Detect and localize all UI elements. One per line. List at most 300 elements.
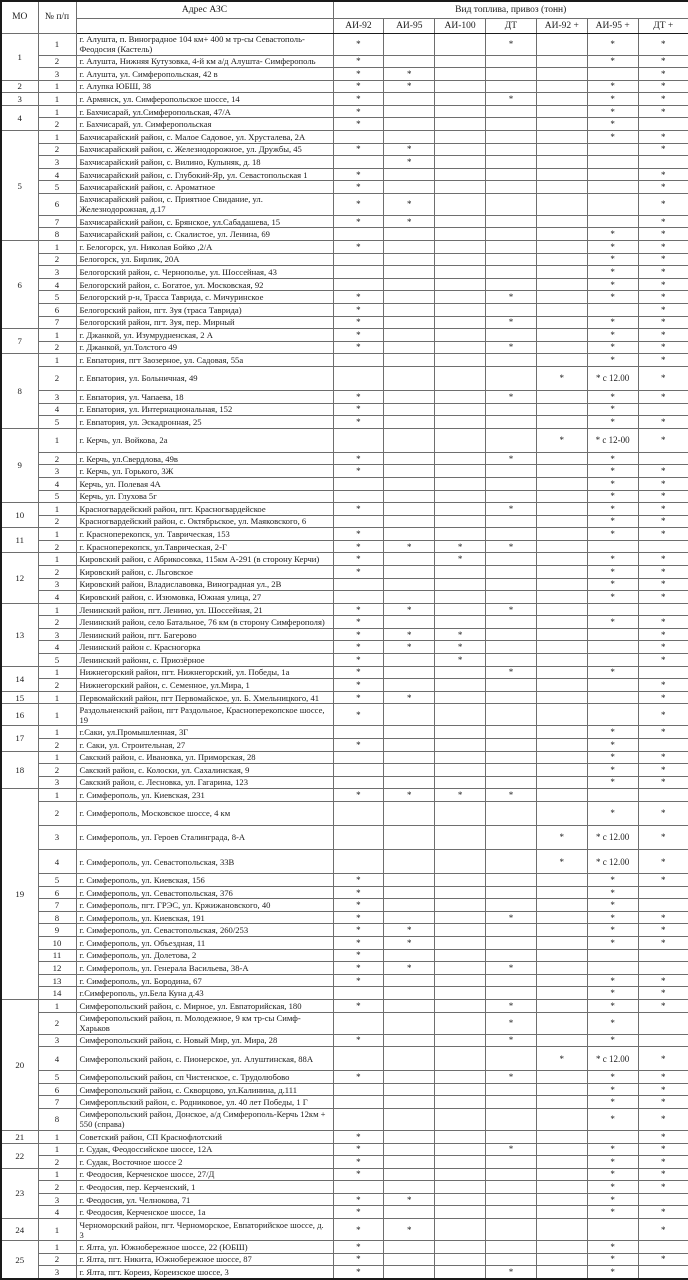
fuel-mark-cell: * <box>333 1168 384 1181</box>
fuel-mark-cell: * <box>638 641 688 654</box>
fuel-mark-cell <box>486 949 537 962</box>
fuel-mark-cell: * <box>638 181 688 194</box>
fuel-mark-cell <box>384 825 435 849</box>
fuel-mark-cell: * <box>638 974 688 987</box>
fuel-mark-cell: * <box>587 329 638 342</box>
table-row <box>1 143 688 156</box>
fuel-mark-cell <box>435 591 486 604</box>
row-num-cell: 10 <box>38 937 76 950</box>
fuel-mark-cell <box>384 850 435 874</box>
fuel-mark-cell: * <box>333 924 384 937</box>
fuel-mark-cell <box>486 1241 537 1254</box>
address-cell: г. Красноперекопск, ул.Таврическая, 2-Г <box>76 540 333 553</box>
address-cell: г. Алушта, п. Виноградное 104 км+ 400 м тр-сы Севастополь-Феодосия (Кастель) <box>76 33 333 55</box>
fuel-mark-cell: * <box>587 118 638 131</box>
fuel-mark-cell <box>638 1193 688 1206</box>
table-row <box>1 303 688 316</box>
fuel-mark-cell <box>638 886 688 899</box>
fuel-mark-cell <box>486 1108 537 1130</box>
fuel-mark-cell: * <box>587 616 638 629</box>
mo-cell: 13 <box>1 603 38 666</box>
fuel-mark-cell <box>536 801 587 825</box>
fuel-mark-cell <box>486 565 537 578</box>
fuel-mark-cell <box>435 528 486 541</box>
table-row <box>1 93 688 106</box>
fuel-mark-cell: * <box>638 924 688 937</box>
fuel-mark-cell <box>536 654 587 667</box>
fuel-mark-cell <box>435 118 486 131</box>
address-cell: г. Евпатория, пгт Заозерное, ул. Садовая, 55а <box>76 354 333 367</box>
fuel-mark-cell <box>384 654 435 667</box>
fuel-mark-cell: * <box>333 738 384 751</box>
row-num-cell: 2 <box>38 1012 76 1034</box>
fuel-mark-cell <box>435 874 486 887</box>
table-row <box>1 528 688 541</box>
row-num-cell: 4 <box>38 850 76 874</box>
table-row <box>1 215 688 228</box>
fuel-mark-cell <box>333 354 384 367</box>
row-num-cell: 13 <box>38 974 76 987</box>
fuel-mark-cell <box>384 666 435 679</box>
fuel-mark-cell <box>536 591 587 604</box>
fuel-mark-cell <box>435 801 486 825</box>
row-num-cell: 3 <box>38 390 76 403</box>
row-num-cell: 5 <box>38 181 76 194</box>
fuel-mark-cell: * <box>587 738 638 751</box>
fuel-mark-cell: * <box>384 68 435 81</box>
row-num-cell: 1 <box>38 130 76 143</box>
fuel-mark-cell: * <box>486 316 537 329</box>
fuel-mark-cell <box>486 366 537 390</box>
fuel-mark-cell <box>536 477 587 490</box>
fuel-mark-cell <box>435 168 486 181</box>
fuel-mark-cell <box>536 130 587 143</box>
address-cell: г. Бахчисарай, ул.Симферопольская, 47/А <box>76 105 333 118</box>
row-num-cell: 4 <box>38 168 76 181</box>
fuel-mark-cell: * <box>587 228 638 241</box>
address-cell: г. Евпатория, ул. Больничная, 49 <box>76 366 333 390</box>
fuel-mark-cell <box>435 316 486 329</box>
table-row <box>1 1156 688 1169</box>
fuel-mark-cell <box>384 266 435 279</box>
fuel-mark-cell <box>384 181 435 194</box>
row-num-cell: 5 <box>38 490 76 503</box>
address-cell: г. Симферополь, пгт. ГРЭС, ул. Кржижановского, 40 <box>76 899 333 912</box>
fuel-mark-cell <box>384 228 435 241</box>
address-cell: г. Алушта, Нижняя Кутузовка, 4-й км а/д Алушта- Симферополь <box>76 55 333 68</box>
fuel-mark-cell: * <box>486 33 537 55</box>
fuel-mark-cell <box>435 937 486 950</box>
address-cell: г. Симферополь, ул. Севастопольская, 260/253 <box>76 924 333 937</box>
row-num-cell: 2 <box>38 565 76 578</box>
fuel-mark-cell <box>435 266 486 279</box>
fuel-mark-cell <box>435 354 486 367</box>
address-cell: г. Керчь, ул. Горького, 3Ж <box>76 465 333 478</box>
fuel-mark-cell: * <box>638 278 688 291</box>
fuel-mark-cell <box>536 278 587 291</box>
table-row <box>1 1193 688 1206</box>
table-row <box>1 156 688 169</box>
fuel-mark-cell <box>435 215 486 228</box>
fuel-mark-cell <box>486 1253 537 1266</box>
fuel-mark-cell <box>536 738 587 751</box>
fuel-mark-cell <box>587 679 638 692</box>
address-cell: г. Джанкой, ул.Толстого 49 <box>76 341 333 354</box>
fuel-mark-cell <box>536 949 587 962</box>
fuel-mark-cell <box>333 850 384 874</box>
table-row <box>1 33 688 55</box>
fuel-mark-cell: * <box>587 528 638 541</box>
fuel-mark-cell: * <box>486 1034 537 1047</box>
fuel-mark-cell <box>333 278 384 291</box>
fuel-mark-cell <box>384 1130 435 1143</box>
fuel-mark-cell: * <box>638 366 688 390</box>
fuel-mark-cell: * <box>587 33 638 55</box>
fuel-mark-cell <box>384 354 435 367</box>
fuel-mark-cell <box>435 825 486 849</box>
table-row <box>1 1253 688 1266</box>
fuel-mark-cell <box>536 528 587 541</box>
fuel-mark-cell: * <box>333 949 384 962</box>
fuel-mark-cell: * <box>333 465 384 478</box>
mo-cell: 11 <box>1 528 38 553</box>
row-num-cell: 1 <box>38 428 76 452</box>
fuel-mark-cell: * <box>486 452 537 465</box>
fuel-mark-cell: * <box>333 1206 384 1219</box>
fuel-mark-cell <box>536 403 587 416</box>
row-num-cell: 1 <box>38 1143 76 1156</box>
fuel-mark-cell <box>435 886 486 899</box>
fuel-mark-cell <box>536 1219 587 1241</box>
row-num-cell: 2 <box>38 679 76 692</box>
fuel-mark-cell <box>536 1193 587 1206</box>
row-num-cell: 1 <box>38 999 76 1012</box>
fuel-mark-cell <box>536 628 587 641</box>
row-num-cell: 2 <box>38 143 76 156</box>
header-ai95: АИ-95 <box>384 18 435 33</box>
fuel-mark-cell <box>435 751 486 764</box>
fuel-mark-cell <box>333 515 384 528</box>
fuel-mark-cell: * <box>638 329 688 342</box>
fuel-mark-cell <box>333 1181 384 1194</box>
fuel-mark-cell: * <box>638 168 688 181</box>
fuel-mark-cell: * <box>638 764 688 777</box>
fuel-mark-cell: * <box>587 316 638 329</box>
fuel-mark-cell <box>536 80 587 93</box>
fuel-mark-cell: * <box>333 452 384 465</box>
address-cell: Белогорский район, пгт. Зуя, пер. Мирный <box>76 316 333 329</box>
fuel-mark-cell <box>536 390 587 403</box>
fuel-mark-cell <box>486 215 537 228</box>
table-row <box>1 850 688 874</box>
row-num-cell: 3 <box>38 1193 76 1206</box>
fuel-mark-cell <box>536 776 587 789</box>
address-cell: г. Красноперекопск, ул. Таврическая, 153 <box>76 528 333 541</box>
mo-cell: 17 <box>1 726 38 751</box>
mo-cell: 4 <box>1 105 38 130</box>
address-cell: г. Симферополь, ул. Героев Сталинграда, 8-А <box>76 825 333 849</box>
fuel-mark-cell: * <box>638 130 688 143</box>
header-address-spacer <box>76 18 333 33</box>
fuel-mark-cell: * <box>333 962 384 975</box>
fuel-mark-cell: * <box>638 825 688 849</box>
table-row <box>1 641 688 654</box>
fuel-mark-cell <box>333 477 384 490</box>
fuel-mark-cell: * <box>333 679 384 692</box>
fuel-mark-cell <box>435 291 486 304</box>
fuel-mark-cell <box>536 316 587 329</box>
header-dt: ДТ <box>486 18 537 33</box>
fuel-mark-cell: * <box>587 93 638 106</box>
table-row <box>1 666 688 679</box>
fuel-mark-cell: * <box>638 751 688 764</box>
row-num-cell: 5 <box>38 291 76 304</box>
fuel-mark-cell <box>435 1047 486 1071</box>
row-num-cell: 4 <box>38 278 76 291</box>
fuel-mark-cell: * <box>638 578 688 591</box>
address-cell: г. Ялта, пгт. Кореиз, Кореизское шоссе, 3 <box>76 1266 333 1279</box>
fuel-mark-cell: * <box>587 130 638 143</box>
fuel-mark-cell: * с 12.00 <box>587 1047 638 1071</box>
fuel-mark-cell <box>435 181 486 194</box>
fuel-mark-cell <box>384 987 435 1000</box>
row-num-cell: 1 <box>38 33 76 55</box>
fuel-mark-cell <box>587 789 638 802</box>
fuel-mark-cell <box>384 1083 435 1096</box>
fuel-mark-cell: * <box>486 93 537 106</box>
fuel-mark-cell <box>486 303 537 316</box>
fuel-mark-cell <box>486 850 537 874</box>
fuel-mark-cell <box>587 168 638 181</box>
address-cell: г. Симферополь, ул. Объездная, 11 <box>76 937 333 950</box>
table-row <box>1 825 688 849</box>
fuel-mark-cell: * <box>486 999 537 1012</box>
address-cell: г. Феодосия, пер. Керченский, 1 <box>76 1181 333 1194</box>
fuel-mark-cell <box>384 974 435 987</box>
fuel-mark-cell <box>536 1034 587 1047</box>
table-row <box>1 937 688 950</box>
fuel-mark-cell <box>536 751 587 764</box>
fuel-mark-cell: * <box>333 1143 384 1156</box>
row-num-cell: 1 <box>38 503 76 516</box>
fuel-mark-cell: * с 12.00 <box>587 366 638 390</box>
fuel-mark-cell <box>486 156 537 169</box>
address-cell: Ленинский район, пгт. Ленино, ул. Шоссейная, 21 <box>76 603 333 616</box>
fuel-mark-cell: * <box>587 751 638 764</box>
fuel-mark-cell: * <box>333 416 384 429</box>
fuel-mark-cell: * <box>587 726 638 739</box>
fuel-mark-cell: * <box>587 666 638 679</box>
fuel-mark-cell <box>435 228 486 241</box>
fuel-mark-cell: * <box>384 1219 435 1241</box>
row-num-cell: 1 <box>38 553 76 566</box>
fuel-mark-cell: * <box>587 55 638 68</box>
fuel-mark-cell: * <box>536 428 587 452</box>
fuel-mark-cell <box>536 1253 587 1266</box>
fuel-mark-cell: * <box>638 691 688 704</box>
row-num-cell: 4 <box>38 1047 76 1071</box>
fuel-mark-cell <box>486 403 537 416</box>
fuel-mark-cell: * <box>333 215 384 228</box>
fuel-mark-cell <box>587 628 638 641</box>
fuel-mark-cell <box>384 503 435 516</box>
table-row <box>1 949 688 962</box>
row-num-cell: 3 <box>38 825 76 849</box>
fuel-mark-cell: * <box>638 477 688 490</box>
table-row <box>1 428 688 452</box>
mo-cell: 10 <box>1 503 38 528</box>
address-cell: Симферопольский район, Донское, а/д Симферополь-Керчь 12км + 550 (справа) <box>76 1108 333 1130</box>
table-row <box>1 1241 688 1254</box>
fuel-mark-cell <box>435 105 486 118</box>
fuel-mark-cell: * <box>638 291 688 304</box>
fuel-mark-cell <box>384 515 435 528</box>
fuel-mark-cell <box>384 253 435 266</box>
row-num-cell: 2 <box>38 253 76 266</box>
fuel-mark-cell <box>536 55 587 68</box>
table-row <box>1 704 688 726</box>
fuel-mark-cell: * <box>333 874 384 887</box>
fuel-mark-cell: * <box>384 143 435 156</box>
row-num-cell: 2 <box>38 341 76 354</box>
address-cell: Симферопольский район, с. Новый Мир, ул. Мира, 28 <box>76 1034 333 1047</box>
table-row <box>1 181 688 194</box>
fuel-mark-cell <box>536 515 587 528</box>
mo-cell: 8 <box>1 354 38 428</box>
table-row <box>1 1168 688 1181</box>
fuel-mark-cell <box>384 528 435 541</box>
fuel-mark-cell <box>486 168 537 181</box>
address-cell: Бахчисарайский район, с. Скалистое, ул. Ленина, 69 <box>76 228 333 241</box>
fuel-mark-cell: * <box>486 911 537 924</box>
fuel-mark-cell <box>384 452 435 465</box>
fuel-mark-cell <box>333 490 384 503</box>
fuel-mark-cell: * <box>638 105 688 118</box>
fuel-mark-cell <box>333 591 384 604</box>
fuel-mark-cell <box>638 1266 688 1279</box>
fuel-mark-cell: * <box>536 825 587 849</box>
row-num-cell: 2 <box>38 801 76 825</box>
fuel-mark-cell: * <box>333 1130 384 1143</box>
fuel-mark-cell <box>536 452 587 465</box>
row-num-cell: 1 <box>38 691 76 704</box>
fuel-mark-cell <box>536 329 587 342</box>
address-cell: Черноморский район, пгт. Черноморское, Евпаторийское шоссе, д. 3 <box>76 1219 333 1241</box>
fuel-mark-cell <box>486 193 537 215</box>
table-row <box>1 899 688 912</box>
fuel-mark-cell: * <box>638 1206 688 1219</box>
row-num-cell: 8 <box>38 911 76 924</box>
table-row <box>1 874 688 887</box>
fuel-mark-cell: * <box>638 215 688 228</box>
fuel-mark-cell: * <box>384 962 435 975</box>
fuel-mark-cell: * <box>333 105 384 118</box>
table-row <box>1 291 688 304</box>
fuel-mark-cell <box>536 603 587 616</box>
address-cell: Бахчисарайский район, с. Малое Садовое, ул. Хрусталева, 2А <box>76 130 333 143</box>
fuel-mark-cell <box>486 1193 537 1206</box>
fuel-mark-cell: * <box>333 666 384 679</box>
fuel-mark-cell: * <box>587 1181 638 1194</box>
fuel-mark-cell <box>638 1241 688 1254</box>
row-num-cell: 3 <box>38 578 76 591</box>
fuel-mark-cell: * <box>333 974 384 987</box>
mo-cell: 15 <box>1 691 38 704</box>
fuel-mark-cell <box>333 428 384 452</box>
fuel-mark-cell: * <box>486 1012 537 1034</box>
fuel-mark-cell <box>486 354 537 367</box>
table-row <box>1 565 688 578</box>
fuel-mark-cell <box>536 68 587 81</box>
fuel-mark-cell <box>486 55 537 68</box>
fuel-mark-cell <box>384 1071 435 1084</box>
row-num-cell: 1 <box>38 105 76 118</box>
table-row <box>1 776 688 789</box>
fuel-mark-cell <box>486 899 537 912</box>
row-num-cell: 6 <box>38 193 76 215</box>
fuel-mark-cell: * <box>638 55 688 68</box>
fuel-mark-cell <box>384 303 435 316</box>
fuel-mark-cell <box>384 130 435 143</box>
fuel-mark-cell <box>486 181 537 194</box>
fuel-mark-cell: * с 12.00 <box>587 850 638 874</box>
address-cell: Симферопольский район, сп Чистенское, с. Трудолюбово <box>76 1071 333 1084</box>
table-row <box>1 465 688 478</box>
fuel-mark-cell: * <box>486 540 537 553</box>
fuel-mark-cell <box>536 1241 587 1254</box>
row-num-cell: 1 <box>38 80 76 93</box>
fuel-mark-cell <box>435 691 486 704</box>
header-num: № п/п <box>38 1 76 33</box>
fuel-mark-cell <box>435 341 486 354</box>
row-num-cell: 1 <box>38 603 76 616</box>
fuel-mark-cell: * <box>638 266 688 279</box>
fuel-mark-cell <box>536 490 587 503</box>
fuel-mark-cell <box>587 641 638 654</box>
address-cell: Ленинский район с. Красногорка <box>76 641 333 654</box>
fuel-mark-cell: * <box>486 962 537 975</box>
fuel-mark-cell <box>486 801 537 825</box>
table-row <box>1 738 688 751</box>
table-body <box>1 33 688 1279</box>
fuel-mark-cell <box>384 341 435 354</box>
fuel-mark-cell: * <box>333 68 384 81</box>
fuel-mark-cell: * <box>638 416 688 429</box>
fuel-mark-cell <box>435 726 486 739</box>
fuel-mark-cell <box>536 1096 587 1109</box>
address-cell: г. Евпатория, ул. Интернациональная, 152 <box>76 403 333 416</box>
fuel-mark-cell <box>536 666 587 679</box>
fuel-mark-cell <box>486 1168 537 1181</box>
fuel-mark-cell: * <box>333 886 384 899</box>
fuel-mark-cell <box>486 751 537 764</box>
fuel-mark-cell: * <box>384 924 435 937</box>
fuel-mark-cell: * <box>587 911 638 924</box>
row-num-cell: 1 <box>38 354 76 367</box>
fuel-mark-cell: * <box>638 801 688 825</box>
fuel-mark-cell <box>384 241 435 254</box>
fuel-mark-cell <box>435 1083 486 1096</box>
fuel-mark-cell: * <box>638 241 688 254</box>
fuel-mark-cell: * <box>384 156 435 169</box>
row-num-cell: 4 <box>38 403 76 416</box>
fuel-mark-cell: * <box>333 937 384 950</box>
row-num-cell: 2 <box>38 1253 76 1266</box>
fuel-mark-cell <box>435 962 486 975</box>
mo-cell: 19 <box>1 789 38 1000</box>
fuel-mark-cell <box>435 329 486 342</box>
fuel-mark-cell <box>638 603 688 616</box>
